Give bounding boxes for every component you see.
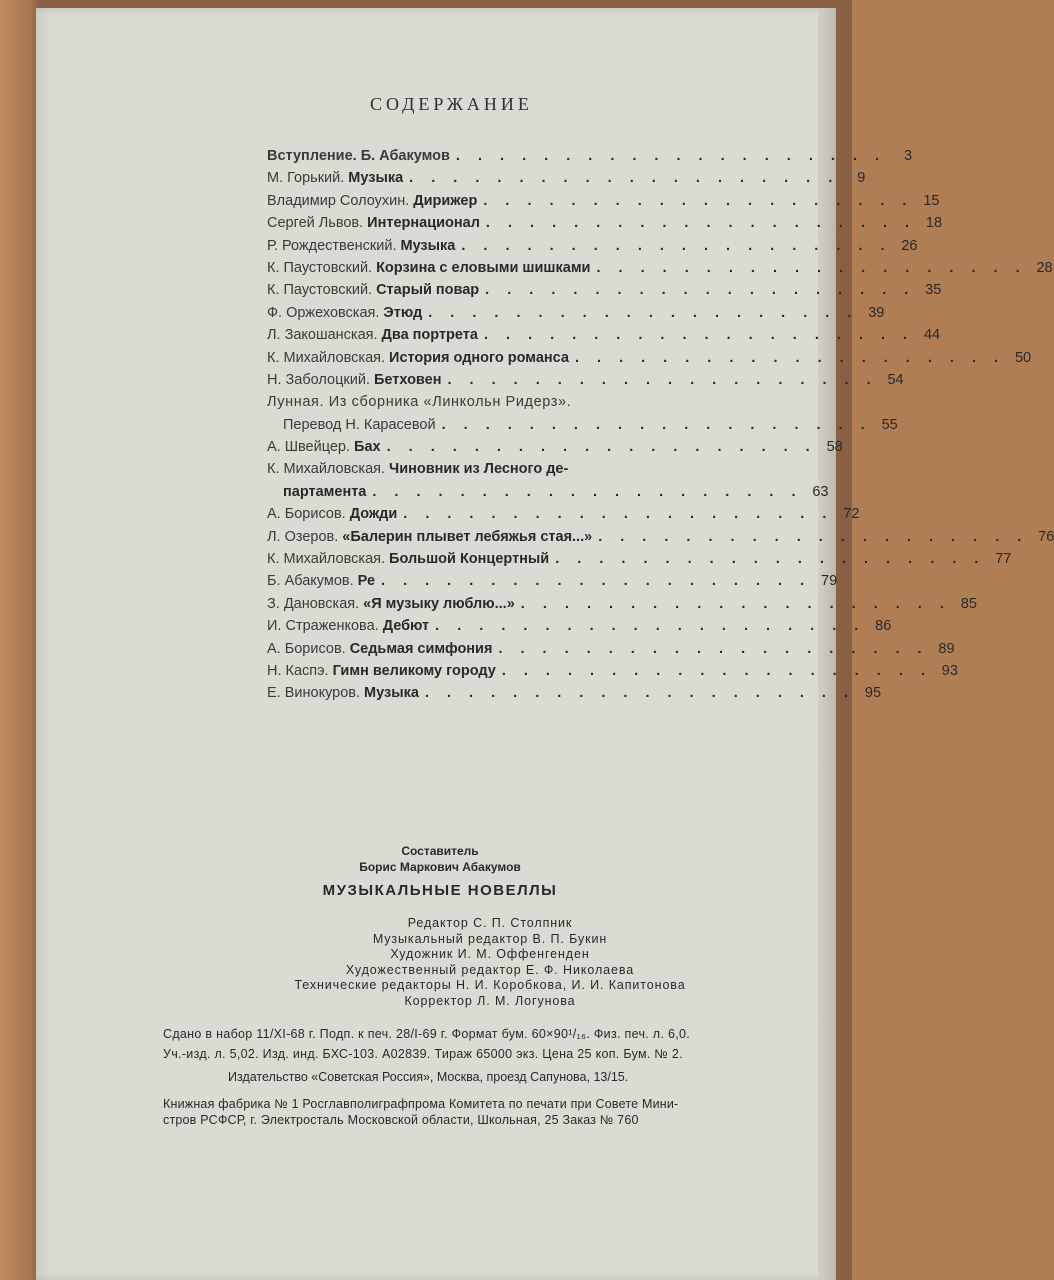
toc-author: Н. Каспэ.	[267, 662, 329, 679]
toc-page-number: 77	[995, 551, 1012, 568]
toc-author: Лунная. Из сборника «Линкольн Ридерз».	[267, 394, 572, 411]
editors-credits	[210, 916, 770, 1009]
toc-entry	[267, 235, 918, 257]
toc-entry	[267, 257, 1053, 279]
toc-author: Б. Абакумов.	[267, 573, 354, 590]
toc-title: Гимн великому городу	[332, 662, 496, 679]
toc-title: Музыка	[348, 170, 404, 187]
toc-title: Интернационал	[367, 215, 480, 232]
toc-entry	[267, 638, 955, 660]
toc-leader-dots: . . . . . . . . . . . . . . . . . . . .	[441, 416, 872, 433]
editor-line: Художественный редактор Е. Ф. Николаева	[345, 962, 635, 977]
editor-line: Корректор Л. М. Логунова	[404, 993, 576, 1008]
toc-title: партамента	[283, 483, 367, 500]
toc-leader-dots: . . . . . . . . . . . . . . . . . . . .	[483, 327, 915, 344]
printer-line: стров РСФСР, г. Электросталь Московской области, Школьная, 25 Заказ № 760	[163, 1113, 639, 1127]
toc-leader-dots: . . . . . . . . . . . . . . . . . . . .	[555, 551, 986, 568]
toc-author: З. Дановская.	[267, 595, 360, 612]
toc-entry	[267, 436, 843, 458]
toc-title: Два портрета	[381, 327, 478, 344]
toc-author: К. Михайловская.	[267, 551, 386, 568]
toc-author: Владимир Солоухин.	[267, 192, 410, 209]
toc-title: «Я музыку люблю...»	[363, 595, 515, 612]
toc-entry	[267, 548, 1012, 570]
toc-author: А. Швейцер.	[267, 439, 351, 456]
toc-entry	[267, 660, 958, 682]
toc-page-number: 76	[1038, 528, 1054, 545]
toc-author: Е. Винокуров.	[267, 685, 361, 702]
toc-heading: СОДЕРЖАНИЕ	[370, 94, 533, 114]
toc-title: Большой Концертный	[389, 551, 550, 568]
toc-author: Перевод Н. Карасевой	[283, 416, 436, 433]
toc-leader-dots: . . . . . . . . . . . . . . . . . . . .	[386, 439, 817, 456]
toc-title: Музыка	[364, 685, 419, 702]
editor-line: Художник И. М. Оффенгенден	[390, 947, 590, 961]
toc-entry	[267, 324, 941, 346]
toc-leader-dots: . . . . . . . . . . . . . . . . . . . .	[520, 595, 951, 612]
toc-author: К. Михайловская.	[267, 349, 386, 366]
toc-page-number: 58	[826, 439, 843, 456]
toc-author: Р. Рождественский.	[267, 237, 397, 254]
toc-page-number: 93	[941, 662, 958, 679]
toc-entry	[267, 391, 697, 413]
toc-leader-dots: . . . . . . . . . . . . . . . . . . . .	[372, 483, 803, 500]
toc-leader-dots: . . . . . . . . . . . . . . . . . . . .	[409, 170, 840, 187]
toc-author: Л. Озеров.	[267, 528, 339, 545]
toc-leader-dots: . . . . . . . . . . . . . . . . . . . .	[424, 685, 856, 702]
toc-title: Музыка	[400, 237, 456, 254]
toc-page-number: 79	[821, 573, 838, 590]
toc-page-number: 86	[875, 618, 892, 635]
toc-author: М. Горький.	[267, 170, 345, 187]
editor-line: Музыкальный редактор В. П. Букин	[372, 931, 608, 946]
toc-leader-dots: . . . . . . . . . . . . . . . . . . . .	[381, 573, 812, 590]
book-title: МУЗЫКАЛЬНЫЕ НОВЕЛЛЫ	[322, 882, 558, 899]
toc-leader-dots: . . . . . . . . . . . . . . . . . . . .	[455, 147, 887, 164]
toc-entry	[267, 279, 942, 301]
toc-author: К. Михайловская.	[267, 461, 386, 478]
toc-author: Вступление. Б. Абакумов	[267, 147, 450, 164]
composer-label: Составитель	[401, 844, 479, 858]
toc-page-number: 85	[960, 595, 977, 612]
toc-leader-dots: . . . . . . . . . . . . . . . . . . . .	[574, 349, 1006, 366]
toc-page-number: 72	[843, 506, 860, 523]
toc-entry	[267, 593, 977, 615]
toc-entry	[267, 212, 943, 234]
table-of-contents	[267, 145, 1054, 705]
toc-leader-dots: . . . . . . . . . . . . . . . . . . . .	[447, 371, 878, 388]
toc-entry	[267, 570, 838, 592]
toc-page-number: 89	[938, 640, 955, 657]
toc-leader-dots: . . . . . . . . . . . . . . . . . . . .	[501, 662, 932, 679]
toc-author: И. Страженкова.	[267, 618, 379, 635]
toc-page-number: 55	[881, 416, 898, 433]
toc-entry	[267, 167, 866, 189]
printer-line: Книжная фабрика № 1 Росглавполиграфпрома Комитета по печати при Совете Мини-	[163, 1097, 679, 1111]
pubinfo-line: Сдано в набор 11/XI-68 г. Подп. к печ. 28/I-69 г. Формат бум. 60×90¹/₁₆. Физ. печ. л. 6,0.	[163, 1027, 690, 1041]
toc-leader-dots: . . . . . . . . . . . . . . . . . . . .	[403, 506, 834, 523]
toc-leader-dots: . . . . . . . . . . . . . . . . . . . .	[428, 304, 859, 321]
toc-author: Л. Закошанская.	[267, 327, 378, 344]
publication-details	[163, 1024, 813, 1064]
toc-author: А. Борисов.	[267, 506, 346, 523]
printer-details	[163, 1096, 813, 1128]
toc-page-number: 63	[812, 483, 829, 500]
toc-title: Дожди	[349, 506, 398, 523]
toc-leader-dots: . . . . . . . . . . . . . . . . . . . .	[485, 282, 916, 299]
toc-title: История одного романса	[389, 349, 569, 366]
toc-leader-dots: . . . . . . . . . . . . . . . . . . . .	[435, 618, 866, 635]
toc-page-number: 95	[864, 685, 882, 702]
publisher-line: Издательство «Советская Россия», Москва, проезд Сапунова, 13/15.	[228, 1070, 629, 1084]
toc-page-number: 39	[868, 304, 885, 321]
toc-entry	[267, 302, 885, 324]
toc-author: Сергей Львов.	[267, 215, 364, 232]
toc-title: Бах	[354, 439, 381, 456]
toc-entry	[267, 190, 940, 212]
toc-leader-dots: . . . . . . . . . . . . . . . . . . . .	[596, 259, 1027, 276]
toc-title: Дебют	[382, 618, 430, 635]
toc-author: А. Борисов.	[267, 640, 346, 657]
toc-entry	[267, 526, 1054, 548]
toc-title: Бетховен	[373, 371, 442, 388]
toc-title: Корзина с еловыми шишками	[376, 259, 591, 276]
toc-author: К. Паустовский.	[267, 282, 373, 299]
toc-title: Дирижер	[413, 192, 478, 209]
toc-title: Ре	[357, 573, 376, 590]
toc-entry	[267, 414, 898, 436]
toc-leader-dots: . . . . . . . . . . . . . . . . . . . .	[498, 640, 929, 657]
toc-title: «Балерин плывет лебяжья стая...»	[342, 528, 593, 545]
toc-page-number: 54	[887, 371, 904, 388]
editor-line: Технические редакторы Н. И. Коробкова, И. И. Капитонова	[294, 978, 686, 992]
toc-title: Седьмая симфония	[349, 640, 493, 657]
toc-page-number: 3	[903, 147, 913, 164]
toc-leader-dots: . . . . . . . . . . . . . . . . . . . .	[485, 215, 917, 232]
toc-entry	[267, 347, 1032, 369]
toc-title: Чиновник из Лесного де-	[389, 461, 569, 478]
toc-title: Старый повар	[376, 282, 480, 299]
toc-page-number: 9	[857, 170, 866, 187]
toc-entry	[267, 503, 860, 525]
toc-entry	[267, 369, 904, 391]
toc-page-number: 26	[901, 237, 918, 254]
toc-page-number: 44	[923, 327, 941, 344]
toc-leader-dots: . . . . . . . . . . . . . . . . . . . .	[483, 192, 914, 209]
toc-page-number: 28	[1036, 259, 1053, 276]
pubinfo-line: Уч.-изд. л. 5,02. Изд. инд. БХС-103. А02839. Тираж 65000 экз. Цена 25 коп. Бум. № 2.	[163, 1047, 683, 1061]
composer-name: Борис Маркович Абакумов	[359, 860, 521, 874]
toc-page-number: 18	[925, 215, 943, 232]
toc-page-number: 35	[925, 282, 942, 299]
toc-page-number: 15	[923, 192, 940, 209]
toc-entry	[267, 615, 892, 637]
toc-page-number: 50	[1014, 349, 1032, 366]
toc-entry	[267, 682, 882, 704]
toc-author: Н. Заболоцкий.	[267, 371, 370, 388]
toc-leader-dots: . . . . . . . . . . . . . . . . . . . .	[598, 528, 1029, 545]
toc-entry	[267, 145, 913, 167]
toc-author: Ф. Оржеховская.	[267, 304, 380, 321]
toc-entry	[267, 481, 829, 503]
toc-leader-dots: . . . . . . . . . . . . . . . . . . . .	[461, 237, 892, 254]
editor-line: Редактор С. П. Столпник	[407, 916, 573, 930]
toc-author: К. Паустовский.	[267, 259, 373, 276]
toc-title: Этюд	[383, 304, 423, 321]
toc-entry	[267, 458, 697, 480]
